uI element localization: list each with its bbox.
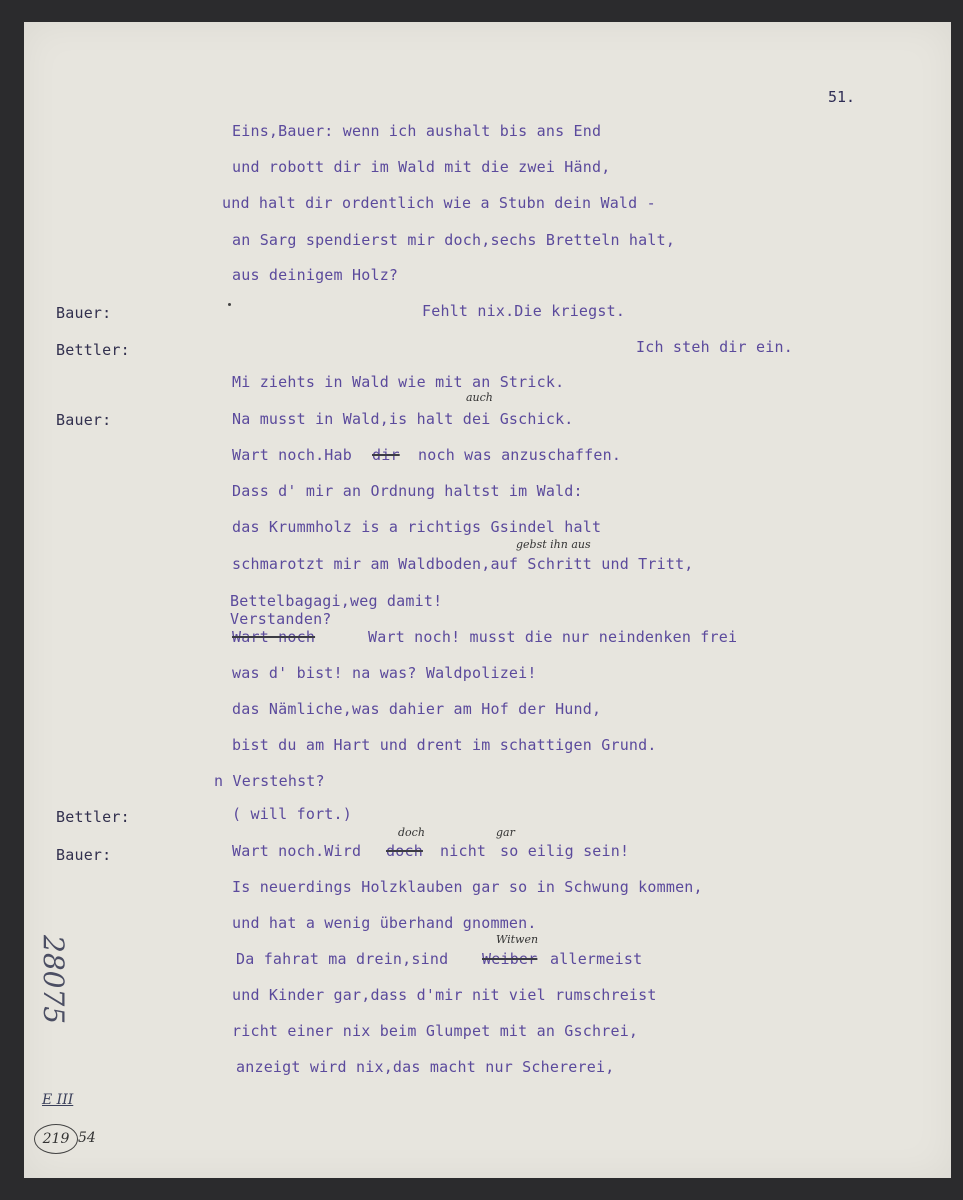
ink-dot: [228, 303, 231, 306]
text-line-18: das Nämliche,was dahier am Hof der Hund,: [232, 700, 602, 718]
speaker-bauer: Bauer:: [56, 411, 112, 429]
handwritten-insert: Witwen: [496, 933, 539, 946]
archive-number: 28075: [37, 935, 70, 1025]
struck-word: doch: [386, 842, 423, 860]
text-line-1: Eins,Bauer: wenn ich aushalt bis ans End: [232, 122, 602, 140]
text-line-10a: Wart noch.Hab: [232, 446, 352, 464]
text-line-22c: so eilig sein!: [500, 842, 630, 860]
speaker-bettler: Bettler:: [56, 341, 130, 359]
speaker-bettler: Bettler:: [56, 808, 130, 826]
text-line-28: anzeigt wird nix,das macht nur Schererei,: [236, 1058, 615, 1076]
struck-word: Weiber: [482, 950, 538, 968]
text-line-20: n Verstehst?: [214, 772, 325, 790]
handwritten-insert: doch: [398, 826, 425, 839]
catalog-number: 219: [34, 1124, 78, 1154]
text-line-11: Dass d' mir an Ordnung haltst im Wald:: [232, 482, 583, 500]
text-line-6: Fehlt nix.Die kriegst.: [422, 302, 626, 320]
handwritten-insert: gebst ihn aus: [516, 538, 591, 551]
text-line-4: an Sarg spendierst mir doch,sechs Bretteln halt,: [232, 231, 676, 249]
text-line-22a: Wart noch.Wird: [232, 842, 362, 860]
speaker-bauer: Bauer:: [56, 846, 112, 864]
struck-word: dir: [372, 446, 400, 464]
text-line-27: richt einer nix beim Glumpet mit an Gschrei,: [232, 1022, 639, 1040]
text-line-16: Wart noch! musst die nur neindenken frei: [368, 628, 738, 646]
text-line-17: was d' bist! na was? Waldpolizei!: [232, 664, 537, 682]
shelf-mark: E III: [42, 1092, 74, 1108]
text-line-9: Na musst in Wald,is halt dei Gschick.: [232, 410, 574, 428]
text-line-25b: allermeist: [550, 950, 643, 968]
text-line-23: Is neuerdings Holzklauben gar so in Schwung kommen,: [232, 878, 703, 896]
page-number: 51.: [828, 88, 856, 106]
text-line-25a: Da fahrat ma drein,sind: [236, 950, 449, 968]
text-line-15: Verstanden?: [230, 610, 332, 628]
text-line-12: das Krummholz is a richtigs Gsindel halt: [232, 518, 602, 536]
speaker-bauer: Bauer:: [56, 304, 112, 322]
struck-word: Wart noch: [232, 628, 316, 646]
text-line-22b: nicht: [440, 842, 487, 860]
text-line-26: und Kinder gar,dass d'mir nit viel rumschreist: [232, 986, 657, 1004]
text-line-21: ( will fort.): [232, 805, 352, 823]
text-line-5: aus deinigem Holz?: [232, 266, 399, 284]
text-line-13: schmarotzt mir am Waldboden,auf Schritt und Tritt,: [232, 555, 694, 573]
handwritten-insert: auch: [466, 391, 493, 404]
handwritten-insert: gar: [496, 826, 515, 839]
text-line-7: Ich steh dir ein.: [636, 338, 793, 356]
catalog-subnumber: 54: [78, 1130, 96, 1146]
text-line-2: und robott dir im Wald mit die zwei Händ,: [232, 158, 611, 176]
text-line-14: Bettelbagagi,weg damit!: [230, 592, 443, 610]
text-line-10b: noch was anzuschaffen.: [418, 446, 622, 464]
text-line-24: und hat a wenig überhand gnommen.: [232, 914, 537, 932]
text-line-3: und halt dir ordentlich wie a Stubn dein Wald -: [222, 194, 656, 212]
text-line-19: bist du am Hart und drent im schattigen Grund.: [232, 736, 657, 754]
text-line-8: Mi ziehts in Wald wie mit an Strick.: [232, 373, 565, 391]
